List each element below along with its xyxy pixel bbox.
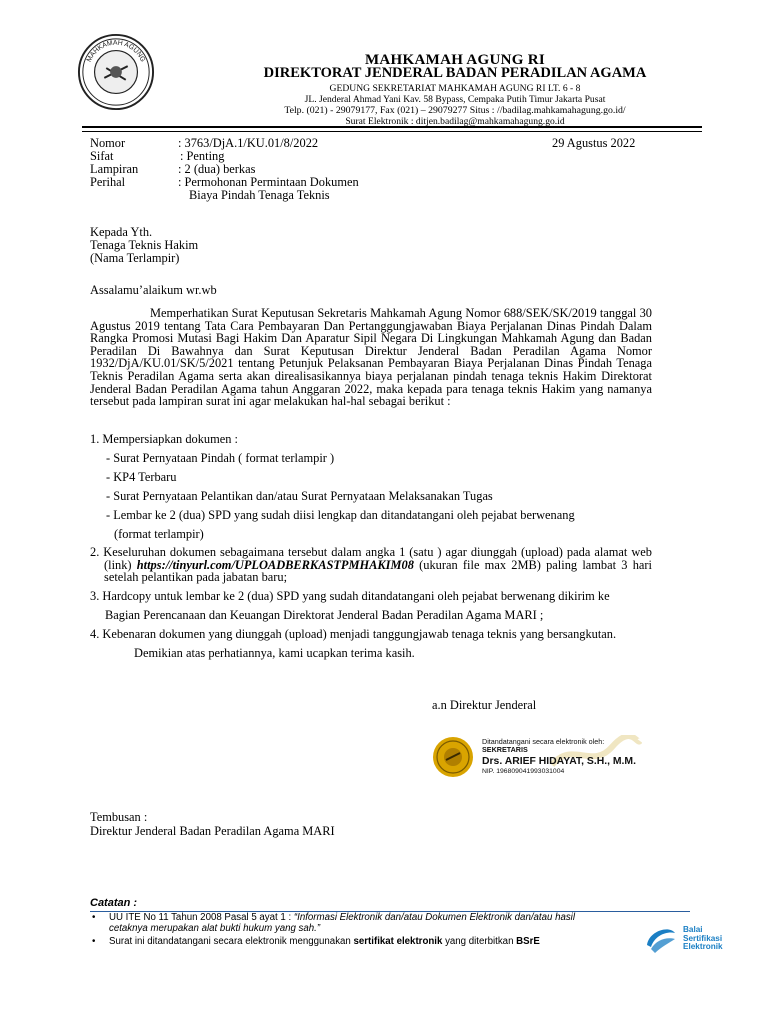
header-rule-thick: [82, 126, 702, 128]
note-1-quote-2-text: cetaknya merupakan alat bukti hukum yang sah.”: [109, 923, 321, 934]
address-line-3: Telp. (021) - 29079177, Fax (021) – 29079277 Situs : //badilag.mahkamahagung.go.id/: [284, 105, 626, 116]
signer-name: Drs. ARIEF HIDAYAT, S.H., M.M.: [482, 756, 636, 767]
recipient-line-3: (Nama Terlampir): [90, 251, 180, 265]
bullet-2: •: [92, 936, 96, 947]
bsre-logo-icon: [643, 925, 679, 955]
upload-link[interactable]: https://tinyurl.com/UPLOADBERKASTPMHAKIM08: [136, 557, 414, 572]
item-1-sub-1: - Surat Pernyataan Pindah ( format terlampir ): [106, 451, 335, 465]
closing: Demikian atas perhatiannya, kami ucapkan terima kasih.: [134, 646, 415, 660]
nomor-label: Nomor: [90, 136, 126, 150]
electronic-signature-block: [432, 733, 652, 779]
signer-nip: NIP. 196809041993031004: [482, 768, 565, 775]
letter-date: 29 Agustus 2022: [552, 136, 636, 150]
header-rule-thin: [82, 131, 702, 132]
address-line-1: GEDUNG SEKRETARIAT MAHKAMAH AGUNG RI LT. 6 - 8: [329, 83, 581, 94]
recipient-line-2: Tenaga Teknis Hakim: [90, 238, 199, 252]
sifat-label: Sifat: [90, 149, 114, 163]
bsre-line-3: Elektronik: [683, 942, 723, 952]
perihal-value-2: Biaya Pindah Tenaga Teknis: [189, 188, 330, 202]
item-1-sub-4-cont: (format terlampir): [114, 527, 204, 541]
greeting: Assalamu’alaikum wr.wb: [90, 283, 217, 297]
bsre-line-1: Balai: [683, 925, 703, 934]
perihal-value-1: : Permohonan Permintaan Dokumen: [178, 175, 359, 189]
catatan-label: Catatan :: [90, 897, 138, 909]
note-2-d: BSrE: [516, 936, 540, 947]
lampiran-value: : 2 (dua) berkas: [178, 162, 256, 176]
note-1-quote-2: [109, 923, 320, 934]
lampiran-label: Lampiran: [90, 162, 139, 176]
recipient-line-1: Kepada Yth.: [90, 225, 153, 239]
tembusan-label: Tembusan :: [90, 810, 148, 824]
org-line1: MAHKAMAH AGUNG RI: [364, 52, 546, 68]
note-2-c: yang diterbitkan: [445, 936, 514, 947]
item-1-sub-4: - Lembar ke 2 (dua) SPD yang sudah diisi lengkap dan ditandatangani oleh pejabat berwenang: [106, 508, 575, 522]
note-2-a: Surat ini ditandatangani secara elektronik menggunakan: [109, 936, 351, 947]
org-line2: DIREKTORAT JENDERAL BADAN PERADILAN AGAMA: [263, 65, 647, 81]
note-1-quote-1: “Informasi Elektronik dan/atau Dokumen Elektronik dan/atau hasil: [293, 912, 575, 923]
address-line-2: JL. Jenderal Ahmad Yani Kav. 58 Bypass, Cempaka Putih Timur Jakarta Pusat: [304, 94, 606, 105]
item-1: 1. Mempersiapkan dokumen :: [90, 432, 238, 446]
note-1-prefix: UU ITE No 11 Tahun 2008 Pasal 5 ayat 1 :: [109, 912, 292, 923]
perihal-label: Perihal: [90, 175, 126, 189]
sifat-value: : Penting: [180, 149, 225, 163]
item-1-sub-3: - Surat Pernyataan Pelantikan dan/atau Surat Pernyataan Melaksanakan Tugas: [106, 489, 493, 503]
item-3-line-1: 3. Hardcopy untuk lembar ke 2 (dua) SPD yang sudah ditandatangani oleh pejabat berwenang dikirim ke: [90, 589, 610, 603]
note-1: [109, 912, 669, 923]
seal-text: MAHKAMAH AGUNG: [85, 39, 147, 64]
bsre-line-2: Sertifikasi: [683, 933, 723, 943]
bullet-1: •: [92, 912, 96, 923]
mahkamah-agung-seal-icon: [77, 33, 155, 111]
item-2-text-a: 2. Keseluruhan dokumen sebagaimana tersebut dalam angka 1 (satu ) agar diunggah (upload) pada alamat web (link): [90, 545, 652, 572]
intro-paragraph: Memperhatikan Surat Keputusan Sekretaris Mahkamah Agung Nomor 688/SEK/SK/2019 tanggal 30 Agustus 2019 tentang Tata Cara Pembayaran Dan Pertanggungjawaban Biaya Perjalanan Dinas Pindah Dalam Rangka Promosi Mutasi Bagi Hakim Dan Aparatur Sipil Negara Di Lingkungan Mahkamah Agung dan Badan Peradilan Di Bawahnya dan Surat Keputusan Direktur Jenderal Badan Peradilan Agama Nomor 1932/DjA/KU.01/SK/5/2021 tentang Petunjuk Pelaksanan Pembayaran Biaya Perjalanan Dinas Pindah Tenaga Teknis Peradilan Agama serta akan direalisasikannya biaya perjalanan pindah tenaga teknis Hakim Direktorat Jenderal Badan Peradilan Agama tahun Anggaran 2022, maka kepada para tenaga teknis Hakim yang namanya tersebut pada lampiran surat ini agar melakukan hal-hal sebagai berikut :: [90, 306, 652, 409]
item-2-text-b: (ukuran file max 2MB) paling lambat 3 hari setelah pelantikan pada jabatan baru;: [104, 557, 652, 585]
gold-seal-icon: [432, 736, 474, 778]
signer-position: SEKRETARIS: [482, 745, 528, 754]
address-line-4: Surat Elektronik : ditjen.badilag@mahkamahagung.go.id: [345, 116, 565, 127]
item-1-sub-2: - KP4 Terbaru: [106, 470, 177, 484]
signed-note: Ditandatangani secara elektronik oleh:: [482, 737, 605, 746]
nomor-value: : 3763/DjA.1/KU.01/8/2022: [178, 136, 319, 150]
note-2-b: sertifikat elektronik: [353, 936, 443, 947]
item-3-line-2: Bagian Perencanaan dan Keuangan Direktorat Jenderal Badan Peradilan Agama MARI ;: [105, 608, 544, 622]
note-2: [109, 936, 540, 947]
bsre-logo-text: [683, 926, 723, 952]
item-2: [90, 546, 652, 584]
item-4: 4. Kebenaran dokumen yang diunggah (upload) menjadi tanggungjawab tenaga teknis yang bersangkutan.: [90, 627, 617, 641]
tembusan-recipient: Direktur Jenderal Badan Peradilan Agama MARI: [90, 824, 335, 838]
signature-an: a.n Direktur Jenderal: [432, 698, 537, 712]
